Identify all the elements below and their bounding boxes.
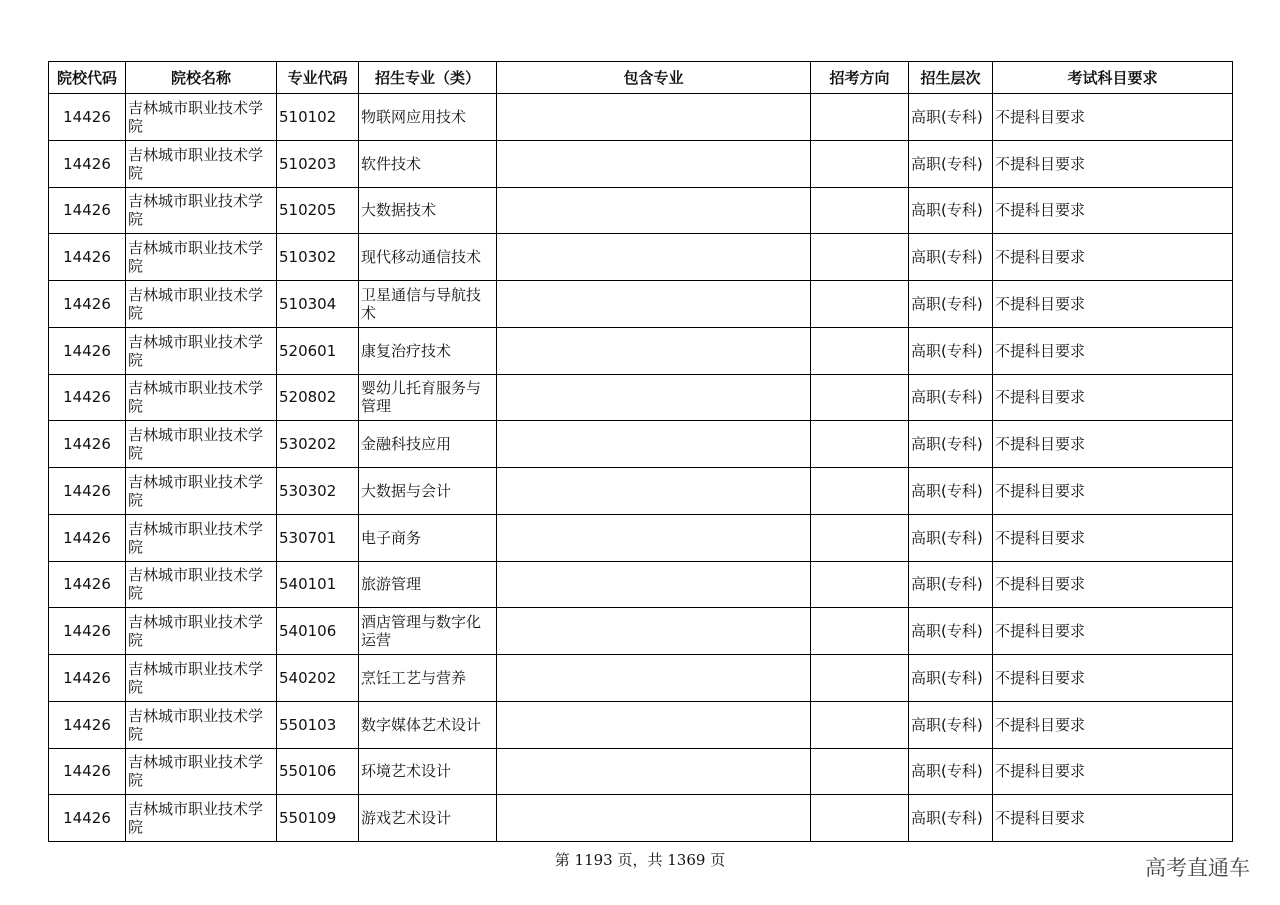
table-row — [49, 94, 1233, 141]
cell-school-code: 14426 — [49, 281, 126, 328]
cell-school-code: 14426 — [49, 234, 126, 281]
cell-major: 环境艺术设计 — [359, 748, 497, 795]
cell-level: 高职(专科) — [909, 421, 993, 468]
cell-included-majors — [497, 234, 811, 281]
cell-school-name: 吉林城市职业技术学院 — [126, 748, 277, 795]
page-number: 第 1193 页，共 1369 页 — [554, 851, 726, 869]
cell-major-code: 520802 — [277, 374, 359, 421]
cell-level: 高职(专科) — [909, 561, 993, 608]
table-row — [49, 281, 1233, 328]
cell-level: 高职(专科) — [909, 327, 993, 374]
cell-major: 大数据与会计 — [359, 468, 497, 515]
cell-major: 卫星通信与导航技术 — [359, 281, 497, 328]
cell-included-majors — [497, 374, 811, 421]
cell-major-code: 510302 — [277, 234, 359, 281]
table-row — [49, 187, 1233, 234]
admissions-table — [48, 61, 1233, 842]
cell-major-code: 530202 — [277, 421, 359, 468]
cell-level: 高职(专科) — [909, 374, 993, 421]
cell-level: 高职(专科) — [909, 795, 993, 842]
cell-school-code: 14426 — [49, 655, 126, 702]
cell-level: 高职(专科) — [909, 748, 993, 795]
cell-major-code: 510102 — [277, 94, 359, 141]
cell-included-majors — [497, 94, 811, 141]
cell-included-majors — [497, 561, 811, 608]
table-row — [49, 561, 1233, 608]
cell-school-code: 14426 — [49, 468, 126, 515]
cell-major: 软件技术 — [359, 140, 497, 187]
cell-level: 高职(专科) — [909, 701, 993, 748]
cell-major-code: 510205 — [277, 187, 359, 234]
cell-requirement: 不提科目要求 — [993, 140, 1233, 187]
header-school-name: 院校名称 — [126, 62, 277, 94]
cell-direction — [811, 140, 909, 187]
cell-requirement: 不提科目要求 — [993, 701, 1233, 748]
cell-school-code: 14426 — [49, 327, 126, 374]
cell-direction — [811, 608, 909, 655]
cell-school-code: 14426 — [49, 514, 126, 561]
table-row — [49, 140, 1233, 187]
cell-school-name: 吉林城市职业技术学院 — [126, 374, 277, 421]
cell-school-name: 吉林城市职业技术学院 — [126, 327, 277, 374]
cell-major-code: 530302 — [277, 468, 359, 515]
cell-major: 康复治疗技术 — [359, 327, 497, 374]
cell-direction — [811, 234, 909, 281]
cell-direction — [811, 701, 909, 748]
table-header-row — [49, 62, 1233, 94]
cell-requirement: 不提科目要求 — [993, 514, 1233, 561]
header-major-code: 专业代码 — [277, 62, 359, 94]
cell-requirement: 不提科目要求 — [993, 561, 1233, 608]
cell-direction — [811, 421, 909, 468]
cell-major: 大数据技术 — [359, 187, 497, 234]
cell-direction — [811, 655, 909, 702]
cell-included-majors — [497, 281, 811, 328]
cell-school-name: 吉林城市职业技术学院 — [126, 421, 277, 468]
header-requirement: 考试科目要求 — [993, 62, 1233, 94]
cell-school-name: 吉林城市职业技术学院 — [126, 94, 277, 141]
cell-included-majors — [497, 608, 811, 655]
cell-school-code: 14426 — [49, 795, 126, 842]
cell-direction — [811, 561, 909, 608]
header-direction: 招考方向 — [811, 62, 909, 94]
cell-level: 高职(专科) — [909, 514, 993, 561]
cell-direction — [811, 748, 909, 795]
cell-school-code: 14426 — [49, 187, 126, 234]
cell-major: 烹饪工艺与营养 — [359, 655, 497, 702]
cell-major: 金融科技应用 — [359, 421, 497, 468]
cell-level: 高职(专科) — [909, 234, 993, 281]
cell-major-code: 540202 — [277, 655, 359, 702]
table-row — [49, 655, 1233, 702]
cell-requirement: 不提科目要求 — [993, 281, 1233, 328]
cell-requirement: 不提科目要求 — [993, 327, 1233, 374]
cell-school-name: 吉林城市职业技术学院 — [126, 701, 277, 748]
cell-major: 物联网应用技术 — [359, 94, 497, 141]
cell-level: 高职(专科) — [909, 281, 993, 328]
header-included-majors: 包含专业 — [497, 62, 811, 94]
cell-requirement: 不提科目要求 — [993, 795, 1233, 842]
cell-school-code: 14426 — [49, 701, 126, 748]
cell-requirement: 不提科目要求 — [993, 94, 1233, 141]
table-row — [49, 234, 1233, 281]
cell-direction — [811, 795, 909, 842]
table-row — [49, 514, 1233, 561]
cell-school-code: 14426 — [49, 94, 126, 141]
cell-level: 高职(专科) — [909, 655, 993, 702]
cell-included-majors — [497, 140, 811, 187]
cell-requirement: 不提科目要求 — [993, 748, 1233, 795]
cell-major-code: 550106 — [277, 748, 359, 795]
cell-included-majors — [497, 468, 811, 515]
cell-major-code: 530701 — [277, 514, 359, 561]
cell-included-majors — [497, 421, 811, 468]
cell-direction — [811, 187, 909, 234]
header-level: 招生层次 — [909, 62, 993, 94]
cell-direction — [811, 94, 909, 141]
cell-school-name: 吉林城市职业技术学院 — [126, 655, 277, 702]
cell-major: 数字媒体艺术设计 — [359, 701, 497, 748]
cell-major: 旅游管理 — [359, 561, 497, 608]
cell-school-code: 14426 — [49, 140, 126, 187]
header-school-code: 院校代码 — [49, 62, 126, 94]
table-row — [49, 374, 1233, 421]
cell-major: 酒店管理与数字化运营 — [359, 608, 497, 655]
cell-school-name: 吉林城市职业技术学院 — [126, 561, 277, 608]
cell-requirement: 不提科目要求 — [993, 374, 1233, 421]
cell-school-name: 吉林城市职业技术学院 — [126, 608, 277, 655]
cell-school-code: 14426 — [49, 748, 126, 795]
cell-included-majors — [497, 514, 811, 561]
cell-direction — [811, 327, 909, 374]
table-row — [49, 795, 1233, 842]
cell-level: 高职(专科) — [909, 94, 993, 141]
cell-direction — [811, 468, 909, 515]
cell-school-code: 14426 — [49, 374, 126, 421]
cell-requirement: 不提科目要求 — [993, 234, 1233, 281]
cell-major-code: 550103 — [277, 701, 359, 748]
cell-school-name: 吉林城市职业技术学院 — [126, 468, 277, 515]
cell-major-code: 510304 — [277, 281, 359, 328]
cell-school-name: 吉林城市职业技术学院 — [126, 795, 277, 842]
cell-level: 高职(专科) — [909, 187, 993, 234]
table-row — [49, 421, 1233, 468]
watermark: 高考直通车 — [1145, 856, 1250, 880]
cell-included-majors — [497, 327, 811, 374]
cell-school-code: 14426 — [49, 421, 126, 468]
cell-major: 现代移动通信技术 — [359, 234, 497, 281]
cell-major-code: 520601 — [277, 327, 359, 374]
cell-level: 高职(专科) — [909, 140, 993, 187]
cell-included-majors — [497, 795, 811, 842]
cell-school-code: 14426 — [49, 608, 126, 655]
table-row — [49, 468, 1233, 515]
cell-direction — [811, 514, 909, 561]
cell-school-name: 吉林城市职业技术学院 — [126, 514, 277, 561]
cell-major: 婴幼儿托育服务与管理 — [359, 374, 497, 421]
table-row — [49, 701, 1233, 748]
cell-included-majors — [497, 187, 811, 234]
cell-school-name: 吉林城市职业技术学院 — [126, 234, 277, 281]
table-row — [49, 608, 1233, 655]
cell-major: 电子商务 — [359, 514, 497, 561]
cell-school-name: 吉林城市职业技术学院 — [126, 281, 277, 328]
table-body — [49, 94, 1233, 842]
cell-requirement: 不提科目要求 — [993, 421, 1233, 468]
cell-major-code: 550109 — [277, 795, 359, 842]
cell-school-name: 吉林城市职业技术学院 — [126, 187, 277, 234]
cell-requirement: 不提科目要求 — [993, 655, 1233, 702]
cell-requirement: 不提科目要求 — [993, 468, 1233, 515]
cell-major-code: 510203 — [277, 140, 359, 187]
cell-requirement: 不提科目要求 — [993, 608, 1233, 655]
cell-school-code: 14426 — [49, 561, 126, 608]
cell-level: 高职(专科) — [909, 608, 993, 655]
cell-major-code: 540101 — [277, 561, 359, 608]
cell-included-majors — [497, 701, 811, 748]
cell-included-majors — [497, 748, 811, 795]
cell-major: 游戏艺术设计 — [359, 795, 497, 842]
cell-included-majors — [497, 655, 811, 702]
cell-requirement: 不提科目要求 — [993, 187, 1233, 234]
cell-major-code: 540106 — [277, 608, 359, 655]
cell-direction — [811, 374, 909, 421]
cell-direction — [811, 281, 909, 328]
header-major: 招生专业（类） — [359, 62, 497, 94]
cell-level: 高职(专科) — [909, 468, 993, 515]
table-row — [49, 327, 1233, 374]
cell-school-name: 吉林城市职业技术学院 — [126, 140, 277, 187]
table-row — [49, 748, 1233, 795]
